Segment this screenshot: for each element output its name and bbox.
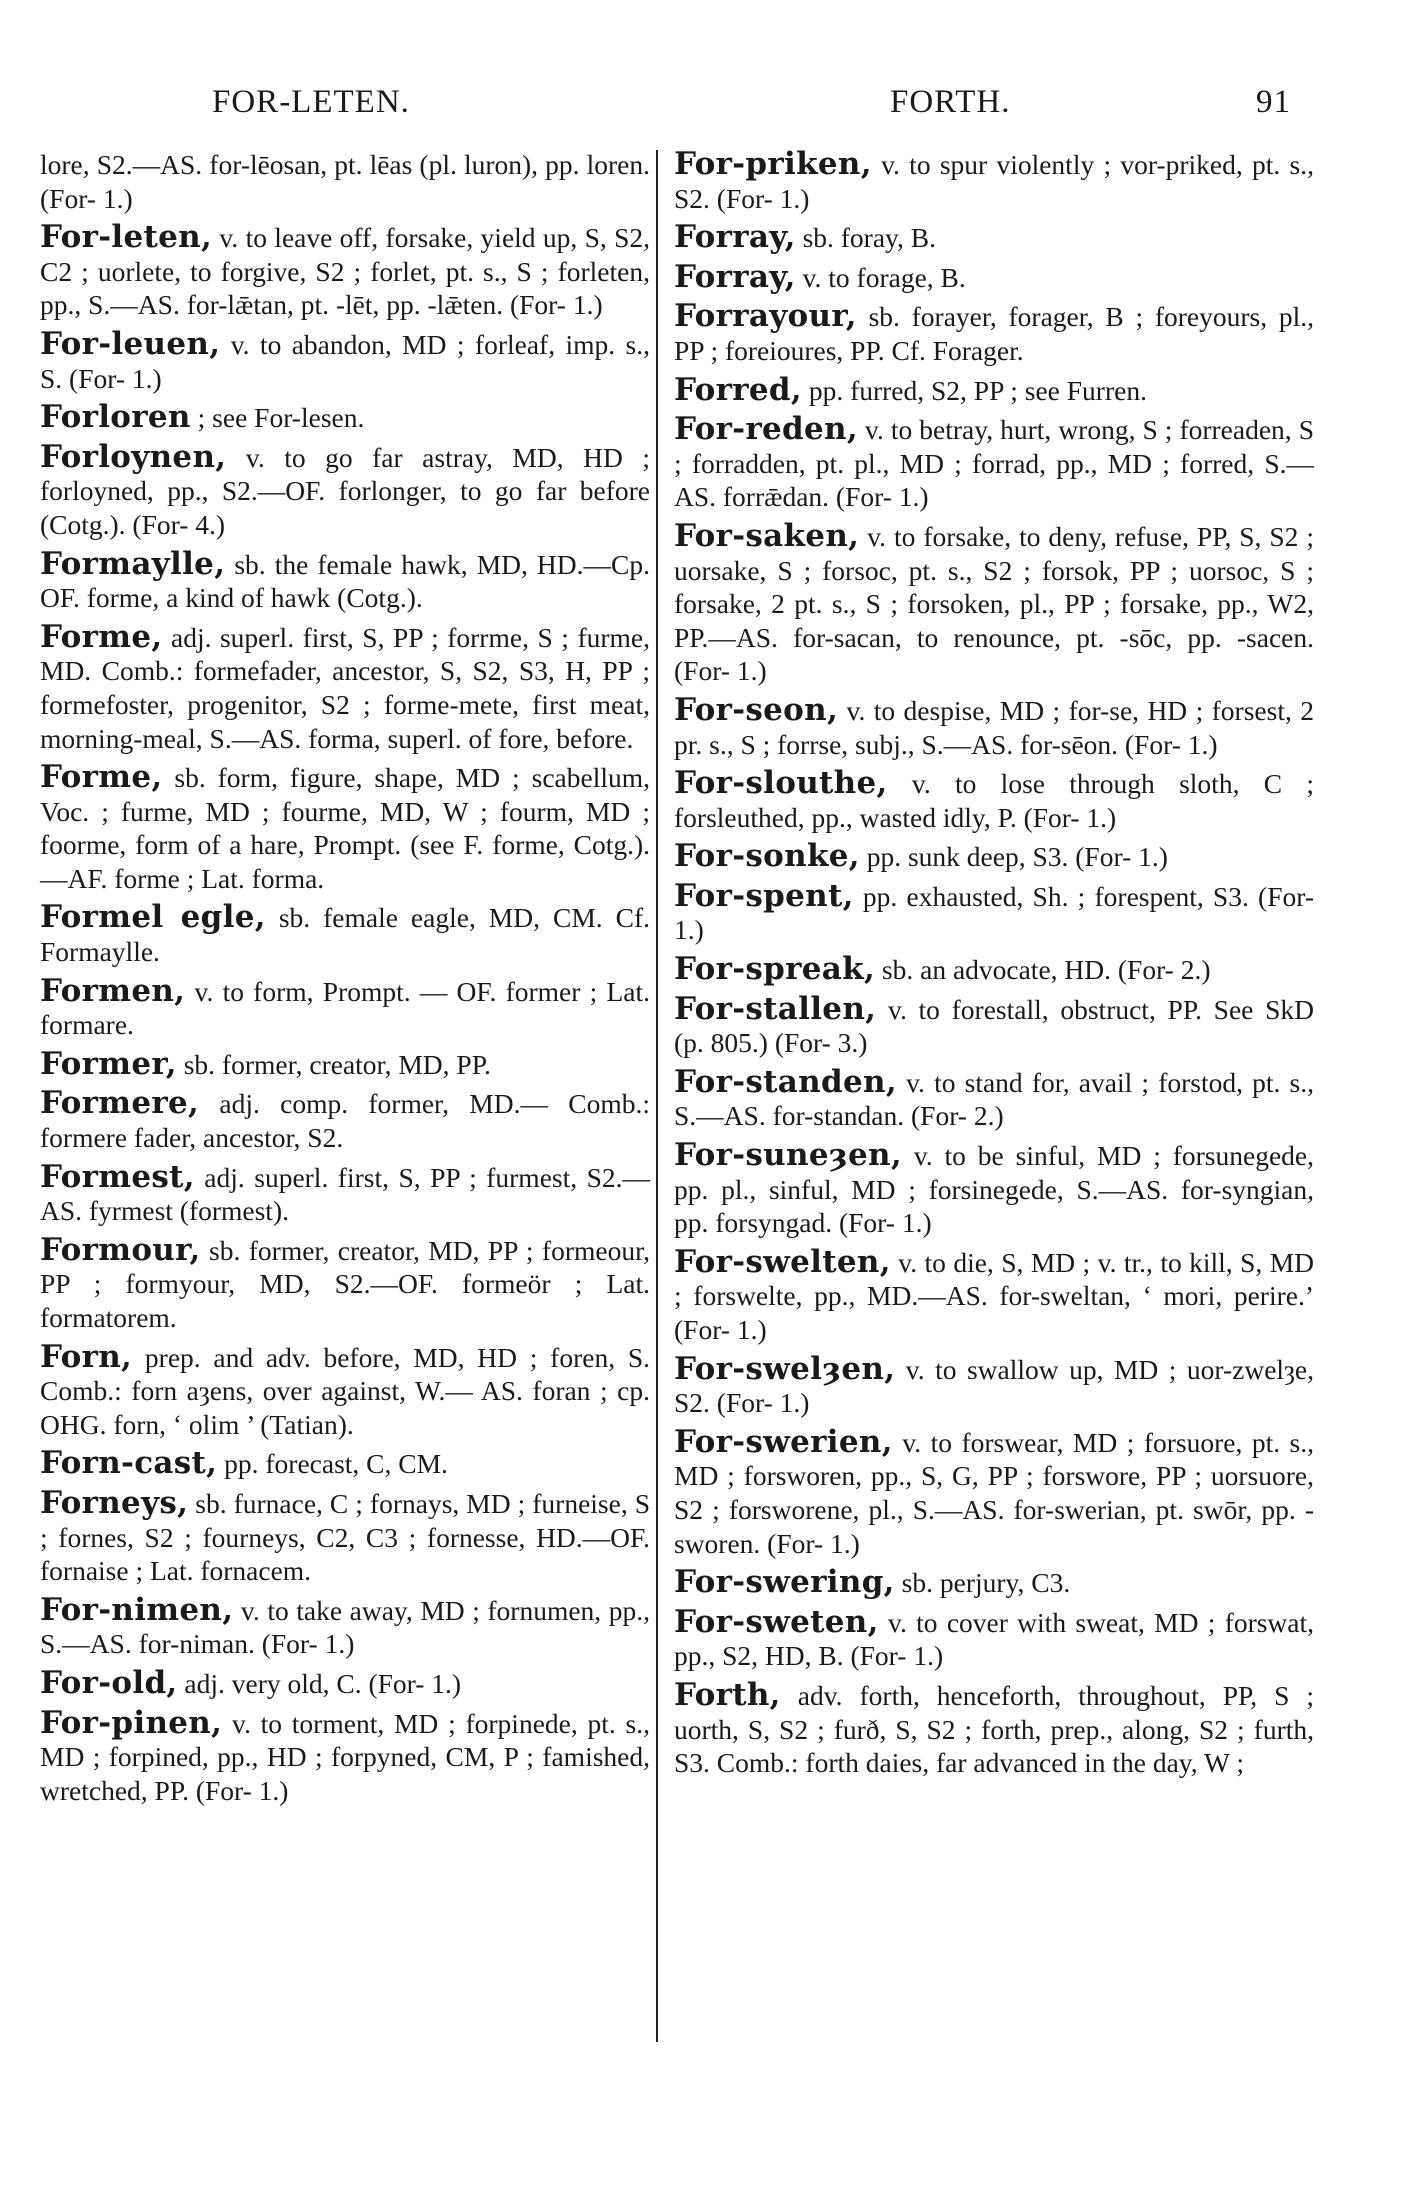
entry-headword: For-swering,	[674, 1564, 895, 1601]
dictionary-entry	[40, 325, 650, 395]
entry-headword: For-spreak,	[674, 951, 876, 988]
entry-definition: adj. superl. first, S, PP ; forrme, S ; furme, MD. Comb.: formefader, ancestor, S, S2, S3, H, PP ; formefoster, progenitor, S2 ; forme-mete, first meat, morning-meal, S.—AS. forma, superl. of fore, before.	[40, 621, 650, 754]
dictionary-entry	[40, 618, 650, 755]
entry-headword: Formen,	[40, 972, 186, 1009]
entry-definition: sb. the female hawk, MD, HD.—Cp. OF. forme, a kind of hawk (Cotg.).	[40, 548, 650, 614]
entry-definition: lore, S2.—AS. for-lēosan, pt. lēas (pl. luron), pp. loren. (For- 1.)	[40, 149, 650, 214]
entry-headword: Forray,	[674, 219, 796, 256]
dictionary-entry	[674, 221, 1314, 255]
dictionary-entry	[40, 1447, 650, 1481]
dictionary-entry	[40, 1045, 650, 1082]
dictionary-entry	[674, 371, 1314, 408]
entry-headword: Forred,	[674, 371, 802, 408]
dictionary-entry	[674, 953, 1314, 987]
dictionary-entry	[674, 691, 1314, 761]
dictionary-entry	[674, 1676, 1314, 1780]
page-header	[0, 84, 1424, 134]
running-head-left: FOR-LETEN.	[212, 84, 410, 120]
entry-headword: For-pinen,	[40, 1704, 223, 1741]
dictionary-entry	[40, 1087, 650, 1154]
entry-definition: v. to die, S, MD ; v. tr., to kill, S, MD ; forswelte, pp., MD.—AS. for-sweltan, ‘ mori, perire.’ (For- 1.)	[674, 1246, 1315, 1345]
entry-headword: For-spent,	[674, 877, 854, 914]
entry-headword: Forneys,	[40, 1484, 189, 1521]
dictionary-entry	[674, 258, 1314, 295]
entry-definition: sb. furnace, C ; fornays, MD ; furneise, S ; fornes, S2 ; fourneys, C2, C3 ; fornesse, HD.—OF. fornaise ; Lat. fornacem.	[40, 1487, 651, 1587]
dictionary-entry	[40, 1704, 650, 1808]
entry-headword: Formel egle,	[40, 899, 266, 936]
entry-definition: v. to lose through sloth, C ; forsleuthed, pp., wasted idly, P. (For- 1.)	[674, 768, 1314, 833]
dictionary-entry	[40, 972, 651, 1042]
dictionary-entry	[674, 877, 1315, 947]
dictionary-entry	[40, 401, 650, 435]
entry-definition: adj. comp. former, MD.— Comb.: formere fader, ancestor, S2.	[40, 1088, 650, 1154]
dictionary-entry	[674, 1350, 1314, 1420]
entry-headword: For-reden,	[674, 411, 858, 448]
entry-headword: Former,	[40, 1045, 177, 1082]
entry-headword: For-sweten,	[674, 1603, 879, 1640]
entry-definition: v. to forsake, to deny, refuse, PP, S, S2 ; uorsake, S ; forsoc, pt. s., S2 ; forsok, PP ; uorsoc, S ; forsake, 2 pt. s., S ; forsoken, pl., PP ; forsake, pp., W2, PP.—AS. for-sacan, to renounce, pt. -sōc, pp. -sacen. (For- 1.)	[674, 520, 1315, 687]
dictionary-entry	[674, 517, 1315, 688]
entry-headword: For-leuen,	[40, 325, 221, 362]
dictionary-entry	[40, 545, 650, 615]
left-column	[40, 148, 650, 1813]
entry-definition: sb. former, creator, MD, PP ; formeour, PP ; formyour, MD, S2.—OF. formeör ; Lat. formatorem.	[40, 1234, 651, 1333]
entry-definition: v. to spur violently ; vor-priked, pt. s., S2. (For- 1.)	[674, 149, 1315, 214]
entry-definition: prep. and adv. before, MD, HD ; foren, S. Comb.: forn aȝens, over against, W.— AS. foran ; cp. OHG. forn, ‘ olim ’ (Tatian).	[40, 1341, 650, 1440]
entry-definition: v. to despise, MD ; for-se, HD ; forsest, 2 pr. s., S ; forrse, subj., S.—AS. for-sēon. (For- 1.)	[674, 694, 1314, 760]
dictionary-entry	[674, 990, 1314, 1060]
entry-definition: v. to go far astray, MD, HD ; forloyned, pp., S2.—OF. forlonger, to go far before (Cotg.). (For- 4.)	[40, 441, 650, 540]
dictionary-entry	[674, 1139, 1314, 1240]
dictionary-entry	[674, 840, 1314, 874]
dictionary-entry	[674, 413, 1314, 514]
entry-definition: adj. very old, C. (For- 1.)	[184, 1667, 462, 1699]
dictionary-entry	[674, 1603, 1315, 1673]
entry-headword: For-leten,	[40, 219, 213, 256]
entry-definition: v. to betray, hurt, wrong, S ; forreaden, S ; forradden, pt. pl., MD ; forrad, pp., MD ; forred, S.—AS. forrǣdan. (For- 1.)	[674, 414, 1314, 513]
entry-definition: v. to forage, B.	[802, 261, 966, 293]
dictionary-entry	[674, 1566, 1314, 1600]
entry-headword: For-swelȝen,	[674, 1350, 896, 1387]
entry-definition: v. to leave off, forsake, yield up, S, S2, C2 ; uorlete, to forgive, S2 ; forlet, pt. s., S ; forleten, pp., S.—AS. for-lǣtan, pt. -lēt, pp. -lǣten. (For- 1.)	[40, 222, 651, 321]
entry-headword: Forme,	[40, 759, 163, 796]
entry-headword: Formaylle,	[40, 545, 226, 582]
dictionary-entry	[40, 1484, 651, 1588]
entry-definition: sb. female eagle, MD, CM. Cf. Formaylle.	[40, 902, 651, 968]
entry-headword: For-saken,	[674, 517, 860, 554]
dictionary-entry	[40, 761, 650, 895]
entry-definition: pp. exhausted, Sh. ; forespent, S3. (For- 1.)	[674, 880, 1315, 946]
dictionary-entry	[40, 1338, 650, 1442]
entry-headword: For-nimen,	[40, 1591, 234, 1628]
entry-headword: Forn-cast,	[40, 1445, 218, 1482]
entry-definition: v. to form, Prompt. — OF. former ; Lat. formare.	[40, 975, 651, 1041]
entry-headword: For-priken,	[674, 146, 872, 182]
dictionary-entry	[674, 148, 1314, 215]
entry-definition: v. to be sinful, MD ; forsunegede, pp. pl., sinful, MD ; forsinegede, S.—AS. for-syngian, pp. forsyngad. (For- 1.)	[674, 1140, 1315, 1239]
entry-definition: adj. superl. first, S, PP ; furmest, S2.—AS. fyrmest (formest).	[40, 1161, 651, 1227]
entry-headword: Forloren	[40, 399, 191, 436]
entry-definition: ; see For-lesen.	[197, 402, 365, 434]
entry-headword: Forn,	[40, 1338, 133, 1375]
entry-headword: Forme,	[40, 618, 163, 655]
entry-definition: pp. furred, S2, PP ; see Furren.	[808, 374, 1147, 406]
dictionary-entry	[674, 1243, 1315, 1347]
entry-definition: v. to take away, MD ; fornumen, pp., S.—AS. for-niman. (For- 1.)	[40, 1594, 650, 1660]
entry-headword: For-slouthe,	[674, 765, 888, 802]
page-number: 91	[1256, 84, 1291, 120]
entry-headword: For-stallen,	[674, 990, 877, 1027]
entry-headword: Formour,	[40, 1231, 201, 1268]
entry-headword: For-sonke,	[674, 838, 860, 875]
entry-headword: For-swerien,	[674, 1423, 893, 1460]
entry-definition: sb. perjury, C3.	[901, 1567, 1071, 1599]
entry-headword: Forray,	[674, 258, 796, 295]
entry-definition: sb. form, figure, shape, MD ; scabellum, Voc. ; furme, MD ; fourme, MD, W ; fourm, MD ; foorme, form of a hare, Prompt. (see F. forme, Cotg.).—AF. forme ; Lat. forma.	[40, 762, 650, 894]
entry-headword: Forloynen,	[40, 438, 227, 475]
entry-definition: sb. former, creator, MD, PP.	[183, 1048, 491, 1080]
entry-definition: adv. forth, henceforth, throughout, PP, S ; uorth, S, S2 ; furð, S, S2 ; forth, prep., along, S2 ; furth, S3. Comb.: forth daies, far advanced in the day, W ;	[674, 1679, 1314, 1779]
right-column	[674, 148, 1314, 1786]
dictionary-entry	[40, 901, 650, 968]
dictionary-entry	[674, 767, 1314, 834]
dictionary-entry	[40, 148, 650, 215]
entry-headword: Forth,	[674, 1676, 781, 1713]
dictionary-entry	[674, 1063, 1315, 1133]
entry-definition: v. to cover with sweat, MD ; forswat, pp., S2, HD, B. (For- 1.)	[674, 1606, 1315, 1672]
entry-headword: Formere,	[40, 1085, 200, 1122]
column-divider	[656, 150, 658, 2042]
dictionary-entry	[40, 1231, 651, 1335]
entry-headword: Formest,	[40, 1158, 195, 1195]
entry-headword: Forrayour,	[674, 298, 857, 335]
dictionary-entry	[674, 300, 1314, 367]
entry-definition: v. to forswear, MD ; forsuore, pt. s., MD ; forsworen, pp., S, G, PP ; forswore, PP ; uorsuore, S2 ; forsworene, pl., S.—AS. for-swerian, pt. swōr, pp. -sworen. (For- 1.)	[674, 1426, 1315, 1559]
dictionary-entry	[674, 1423, 1315, 1560]
entry-definition: v. to torment, MD ; forpinede, pt. s., MD ; forpined, pp., HD ; forpyned, CM, P ; famished, wretched, PP. (For- 1.)	[40, 1707, 650, 1806]
entry-definition: v. to abandon, MD ; forleaf, imp. s., S. (For- 1.)	[40, 328, 650, 394]
dictionary-entry	[40, 1664, 650, 1701]
entry-headword: For-old,	[40, 1664, 178, 1701]
running-head-right: FORTH.	[890, 84, 1011, 120]
entry-definition: v. to stand for, avail ; forstod, pt. s., S.—AS. for-standan. (For- 2.)	[674, 1066, 1315, 1132]
entry-headword: For-standen,	[674, 1063, 897, 1100]
entry-definition: pp. forecast, C, CM.	[224, 1448, 448, 1480]
dictionary-entry	[40, 1158, 651, 1228]
entry-headword: For-swelten,	[674, 1243, 891, 1280]
dictionary-entry	[40, 1591, 650, 1661]
dictionary-entry	[40, 438, 650, 542]
entry-definition: v. to forestall, obstruct, PP. See SkD (p. 805.) (For- 3.)	[674, 993, 1314, 1059]
entry-definition: pp. sunk deep, S3. (For- 1.)	[866, 841, 1168, 873]
entry-definition: sb. an advocate, HD. (For- 2.)	[881, 954, 1211, 986]
entry-headword: For-seon,	[674, 691, 839, 728]
entry-headword: For-suneȝen,	[674, 1137, 902, 1174]
entry-definition: v. to swallow up, MD ; uor-zwelȝe, S2. (For- 1.)	[674, 1353, 1314, 1419]
dictionary-entry	[40, 221, 650, 322]
entry-definition: sb. forayer, forager, B ; foreyours, pl., PP ; foreioures, PP. Cf. Forager.	[674, 301, 1314, 366]
entry-definition: sb. foray, B.	[802, 222, 936, 254]
